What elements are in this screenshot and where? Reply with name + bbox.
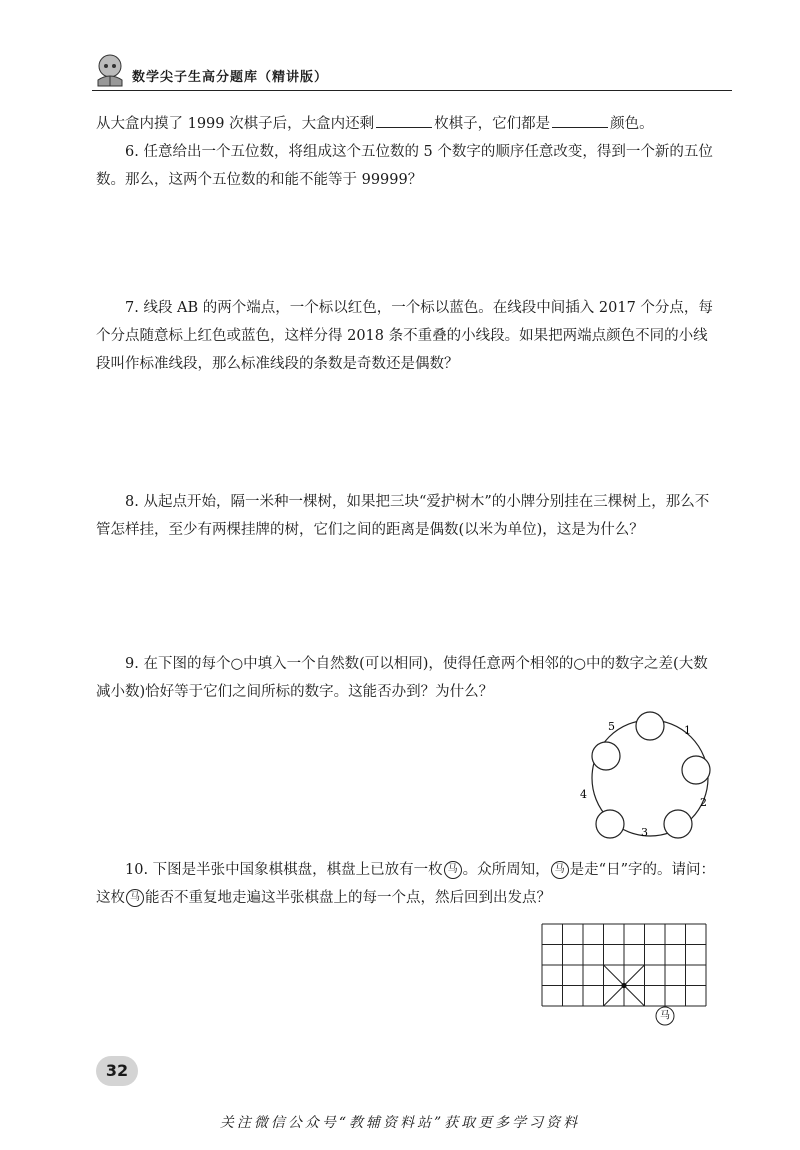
question-6: 6. 任意给出一个五位数，将组成这个五位数的 5 个数字的顺序任意改变，得到一个新的五位数。那么，这两个五位数的和能不能等于 99999？ — [96, 144, 713, 188]
ring-node-left — [592, 742, 620, 770]
ring-edge-label-3: 3 — [641, 826, 648, 839]
ring-node-right — [682, 756, 710, 784]
q10-text-2: 。众所周知， — [462, 862, 550, 878]
question-7: 7. 线段 AB 的两个端点，一个标以红色，一个标以蓝色。在线段中间插入 2017 个分点，每个分点随意标上红色或蓝色，这样分得 2018 条不重叠的小线段。如果把两端点颜色不同的小线段叫作标准线段，那么标准线段的条数是奇数还是偶数？ — [96, 300, 713, 372]
ring-edge-label-1: 1 — [684, 724, 691, 737]
q5-text-3: 颜色。 — [610, 116, 654, 132]
question-5-tail — [96, 110, 716, 138]
horse-piece-icon: 马 — [444, 861, 462, 879]
q10-half-chessboard-figure — [536, 918, 716, 1028]
q5-text-2: 枚棋子，它们都是 — [434, 116, 551, 132]
answer-blank-2 — [552, 113, 608, 128]
horse-piece-icon: 马 — [551, 861, 569, 879]
page-header — [92, 52, 732, 92]
ring-edge-label-5: 5 — [608, 720, 615, 733]
horse-piece-icon: 马 — [126, 889, 144, 907]
question-8: 8. 从起点开始，隔一米种一棵树，如果把三块“爱护树木”的小牌分别挂在三棵树上，那么不管怎样挂，至少有两棵挂牌的树，它们之间的距离是偶数(以米为单位)，这是为什么？ — [96, 494, 710, 538]
ring-node-top — [636, 712, 664, 740]
question-10 — [96, 856, 716, 912]
q10-text-1: 10. 下图是半张中国象棋棋盘，棋盘上已放有一枚 — [125, 862, 443, 878]
page-number: 32 — [105, 1061, 129, 1080]
question-9: 9. 在下图的每个○中填入一个自然数(可以相同)，使得任意两个相邻的○中的数字之差(大数减小数)恰好等于它们之间所标的数字。这能否办到？为什么？ — [96, 656, 708, 700]
q10-text-3: 是走“日”字的。请问：这枚 — [96, 862, 715, 906]
header-divider — [92, 90, 732, 91]
ring-node-bottom-right — [664, 810, 692, 838]
palace-center-point — [621, 983, 626, 988]
book-title: 数学尖子生高分题库（精讲版） — [132, 70, 329, 85]
ring-edge-label-2: 2 — [700, 796, 707, 809]
footer-note: 关注微信公众号“教辅资料站”获取更多学习资料 — [219, 1115, 581, 1131]
q9-circle-ring-figure — [560, 706, 740, 850]
q10-text-4: 能否不重复地走遍这半张棋盘上的每一个点，然后回到出发点？ — [145, 890, 551, 906]
ring-node-bottom-left — [596, 810, 624, 838]
book-logo-icon — [92, 52, 128, 88]
ring-edge-label-4: 4 — [580, 788, 587, 801]
horse-piece-label: 马 — [660, 1010, 670, 1022]
q5-text-1: 从大盒内摸了 1999 次棋子后，大盒内还剩 — [96, 116, 375, 132]
answer-blank-1 — [376, 113, 432, 128]
